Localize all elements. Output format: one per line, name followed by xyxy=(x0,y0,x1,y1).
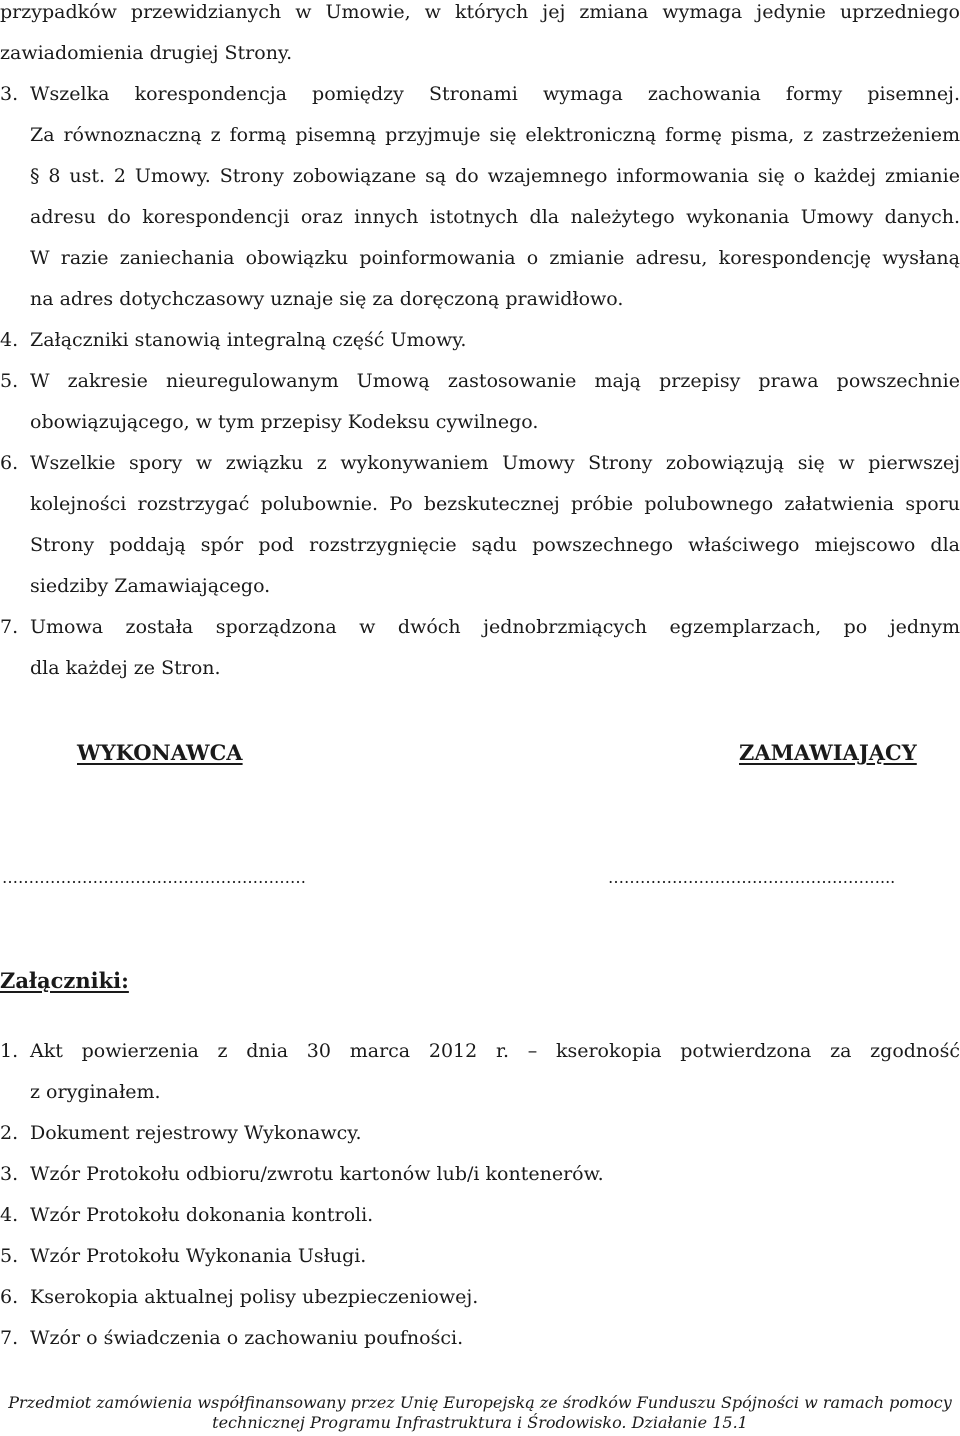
footer-line: Przedmiot zamówienia współfinansowany przez Unię Europejską ze środków Funduszu Spójności w ramach pomocy xyxy=(8,1393,952,1412)
attachment-text: z oryginałem. xyxy=(30,1081,161,1103)
paragraph-number: 7. xyxy=(0,616,19,638)
body-line: Wszelka korespondencja pomiędzy Stronami wymaga zachowania formy pisemnej. xyxy=(30,83,960,105)
attachment-text: Wzór o świadczenia o zachowaniu poufności. xyxy=(30,1327,464,1349)
signature-label-client: ZAMAWIAJĄCY xyxy=(739,740,917,765)
body-line: Umowa została sporządzona w dwóch jednobrzmiących egzemplarzach, po jednym xyxy=(30,616,960,638)
attachment-number: 4. xyxy=(0,1204,19,1226)
body-line: Załączniki stanowią integralną część Umowy. xyxy=(30,329,467,351)
body-line: W razie zaniechania obowiązku poinformowania o zmianie adresu, korespondencję wysłaną xyxy=(30,247,960,269)
body-line: przypadków przewidzianych w Umowie, w których jej zmiana wymaga jedynie uprzedniego xyxy=(0,1,960,23)
body-line: Strony poddają spór pod rozstrzygnięcie sądu powszechnego właściwego miejscowo dla xyxy=(30,534,960,556)
signature-line-contractor: ………………………………………………… xyxy=(2,868,306,887)
body-line: Za równoznaczną z formą pisemną przyjmuje się elektroniczną formę pisma, z zastrzeżeniem xyxy=(30,124,960,146)
signature-line-client: ……………………………………………... xyxy=(608,868,896,887)
attachment-number: 2. xyxy=(0,1122,19,1144)
attachments-heading: Załączniki: xyxy=(0,968,129,993)
attachment-text: Dokument rejestrowy Wykonawcy. xyxy=(30,1122,362,1144)
paragraph-number: 6. xyxy=(0,452,19,474)
body-line: dla każdej ze Stron. xyxy=(30,657,221,679)
paragraph-number: 3. xyxy=(0,83,19,105)
attachment-number: 3. xyxy=(0,1163,19,1185)
paragraph-number: 5. xyxy=(0,370,19,392)
attachment-number: 6. xyxy=(0,1286,19,1308)
body-line: kolejności rozstrzygać polubownie. Po bezskutecznej próbie polubownego załatwienia sporu xyxy=(30,493,960,515)
body-line: na adres dotychczasowy uznaje się za doręczoną prawidłowo. xyxy=(30,288,624,310)
attachment-text: Akt powierzenia z dnia 30 marca 2012 r. – kserokopia potwierdzona za zgodność xyxy=(30,1040,960,1062)
attachment-number: 1. xyxy=(0,1040,19,1062)
body-line: adresu do korespondencji oraz innych istotnych dla należytego wykonania Umowy danych. xyxy=(30,206,960,228)
attachment-number: 7. xyxy=(0,1327,19,1349)
attachment-text: Wzór Protokołu Wykonania Usługi. xyxy=(30,1245,367,1267)
paragraph-number: 4. xyxy=(0,329,19,351)
body-line: § 8 ust. 2 Umowy. Strony zobowiązane są do wzajemnego informowania się o każdej zmianie xyxy=(30,165,960,187)
attachment-text: Wzór Protokołu dokonania kontroli. xyxy=(30,1204,374,1226)
body-line: zawiadomienia drugiej Strony. xyxy=(0,42,293,64)
body-line: obowiązującego, w tym przepisy Kodeksu cywilnego. xyxy=(30,411,539,433)
attachment-text: Kserokopia aktualnej polisy ubezpieczeniowej. xyxy=(30,1286,479,1308)
body-line: W zakresie nieuregulowanym Umową zastosowanie mają przepisy prawa powszechnie xyxy=(30,370,960,392)
footer-line: technicznej Programu Infrastruktura i Środowisko. Działanie 15.1 xyxy=(212,1413,748,1432)
body-line: Wszelkie spory w związku z wykonywaniem Umowy Strony zobowiązują się w pierwszej xyxy=(30,452,960,474)
attachment-text: Wzór Protokołu odbioru/zwrotu kartonów lub/i kontenerów. xyxy=(30,1163,604,1185)
body-line: siedziby Zamawiającego. xyxy=(30,575,271,597)
attachment-number: 5. xyxy=(0,1245,19,1267)
signature-label-contractor: WYKONAWCA xyxy=(77,740,243,765)
